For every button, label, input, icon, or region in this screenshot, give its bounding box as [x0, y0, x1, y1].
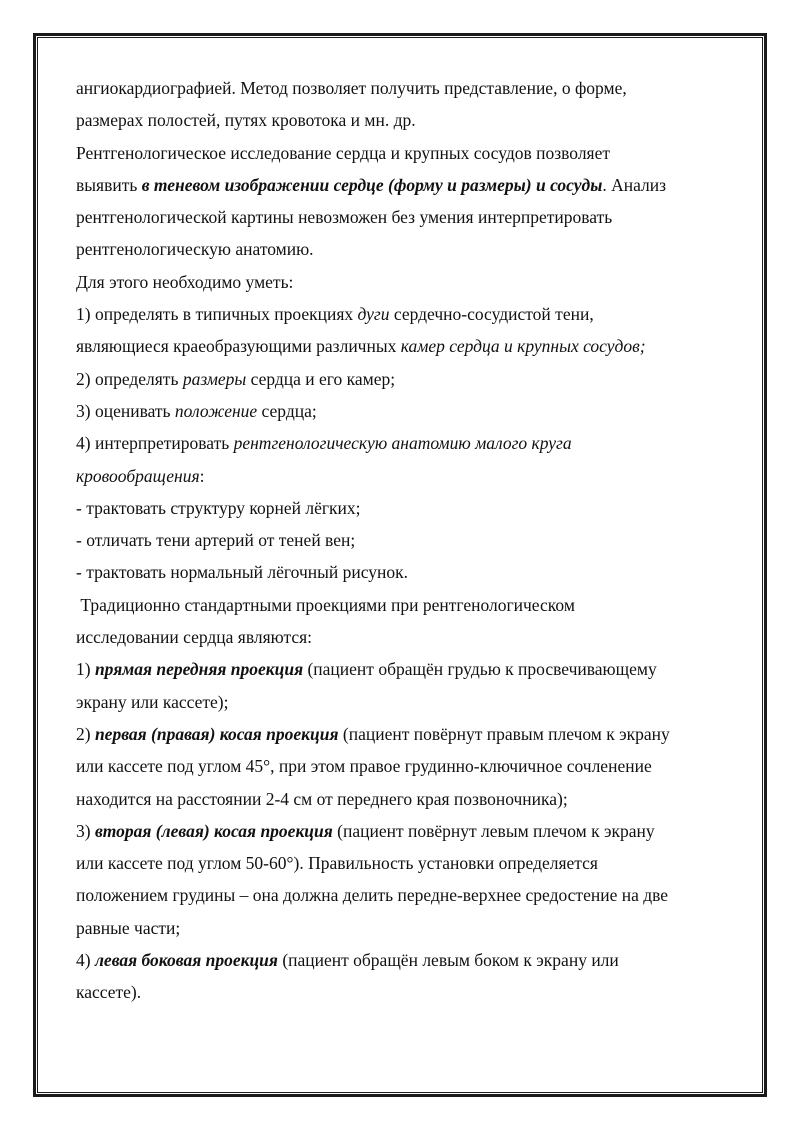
text-run: сердца и его камер; — [246, 368, 396, 389]
text-line — [76, 847, 736, 879]
bold-italic-text: в теневом изображении сердце (форму и размеры) и сосуды — [141, 174, 603, 195]
text-line — [76, 298, 736, 330]
text-line — [76, 556, 736, 588]
text-line — [76, 912, 736, 944]
text-line — [76, 686, 736, 718]
text-line — [76, 879, 736, 911]
bold-italic-text: левая боковая проекция — [94, 950, 278, 971]
text-run: 1) — [76, 659, 95, 680]
text-line — [76, 460, 736, 492]
text-line — [76, 524, 736, 556]
text-line — [76, 201, 736, 233]
italic-text: камер сердца и крупных сосудов; — [400, 336, 646, 357]
text-run: положением грудины – она должна делить передне-верхнее средостение на две — [76, 885, 669, 906]
text-run: экрану или кассете); — [76, 691, 229, 712]
text-line — [76, 718, 736, 750]
text-run: . Анализ — [602, 174, 667, 195]
italic-text: размеры — [182, 368, 247, 389]
text-run: : — [199, 465, 205, 486]
text-run: являющиеся краеобразующими различных — [76, 336, 401, 357]
text-run: равные части; — [76, 917, 181, 938]
italic-text: кровообращения — [76, 465, 200, 486]
text-run: 3) — [76, 820, 95, 841]
text-line — [76, 233, 736, 265]
text-line — [76, 363, 736, 395]
document-body — [76, 72, 736, 1009]
text-run: размерах полостей, путях кровотока и мн. др. — [76, 110, 416, 131]
text-run: или кассете под углом 50-60°). Правильность установки определяется — [76, 853, 598, 874]
text-line — [76, 944, 736, 976]
text-line — [76, 266, 736, 298]
text-run: Рентгенологическое исследование сердца и крупных сосудов позволяет — [76, 142, 611, 163]
text-run: 2) определять — [76, 368, 183, 389]
text-line — [76, 137, 736, 169]
italic-text: дуги — [357, 304, 390, 325]
text-line — [76, 330, 736, 362]
italic-text: рентгенологическую анатомию малого круга — [233, 433, 572, 454]
text-line — [76, 427, 736, 459]
text-run: выявить — [76, 174, 142, 195]
text-line — [76, 72, 736, 104]
text-run: рентгенологической картины невозможен без умения интерпретировать — [76, 207, 613, 228]
text-line — [76, 169, 736, 201]
text-run: или кассете под углом 45°, при этом правое грудинно-ключичное сочленение — [76, 756, 652, 777]
text-run: рентгенологическую анатомию. — [76, 239, 314, 260]
text-line — [76, 815, 736, 847]
text-run: находится на расстоянии 2-4 см от переднего края позвоночника); — [76, 788, 568, 809]
text-line — [76, 621, 736, 653]
text-run: 4) — [76, 950, 95, 971]
text-run: (пациент повёрнут левым плечом к экрану — [332, 820, 655, 841]
text-run: (пациент обращён левым боком к экрану или — [277, 950, 619, 971]
text-run: (пациент обращён грудью к просвечивающему — [303, 659, 657, 680]
text-line — [76, 976, 736, 1008]
text-run: 2) — [76, 723, 95, 744]
text-line — [76, 653, 736, 685]
text-run: - отличать тени артерий от теней вен; — [76, 530, 356, 551]
text-run: 4) интерпретировать — [76, 433, 234, 454]
italic-text: положение — [174, 400, 258, 421]
text-line — [76, 589, 736, 621]
text-run: ангиокардиографией. Метод позволяет получить представление, о форме, — [76, 78, 627, 98]
text-run: - трактовать структуру корней лёгких; — [76, 497, 361, 518]
text-run: исследовании сердца являются: — [76, 627, 313, 648]
text-run: Традиционно стандартными проекциями при рентгенологическом — [76, 594, 575, 615]
text-line — [76, 104, 736, 136]
text-line — [76, 395, 736, 427]
text-line — [76, 492, 736, 524]
bold-italic-text: первая (правая) косая проекция — [94, 723, 339, 744]
text-run: сердца; — [257, 400, 317, 421]
text-run: 1) определять в типичных проекциях — [76, 304, 358, 325]
text-line — [76, 783, 736, 815]
text-run: 3) оценивать — [76, 400, 175, 421]
text-line — [76, 750, 736, 782]
bold-italic-text: прямая передняя проекция — [94, 659, 304, 680]
text-run: кассете). — [76, 982, 142, 1003]
text-run: - трактовать нормальный лёгочный рисунок. — [76, 562, 409, 583]
bold-italic-text: вторая (левая) косая проекция — [94, 820, 333, 841]
text-run: Для этого необходимо уметь: — [76, 271, 294, 292]
text-run: сердечно-сосудистой тени, — [389, 304, 594, 325]
text-run: (пациент повёрнут правым плечом к экрану — [338, 723, 670, 744]
